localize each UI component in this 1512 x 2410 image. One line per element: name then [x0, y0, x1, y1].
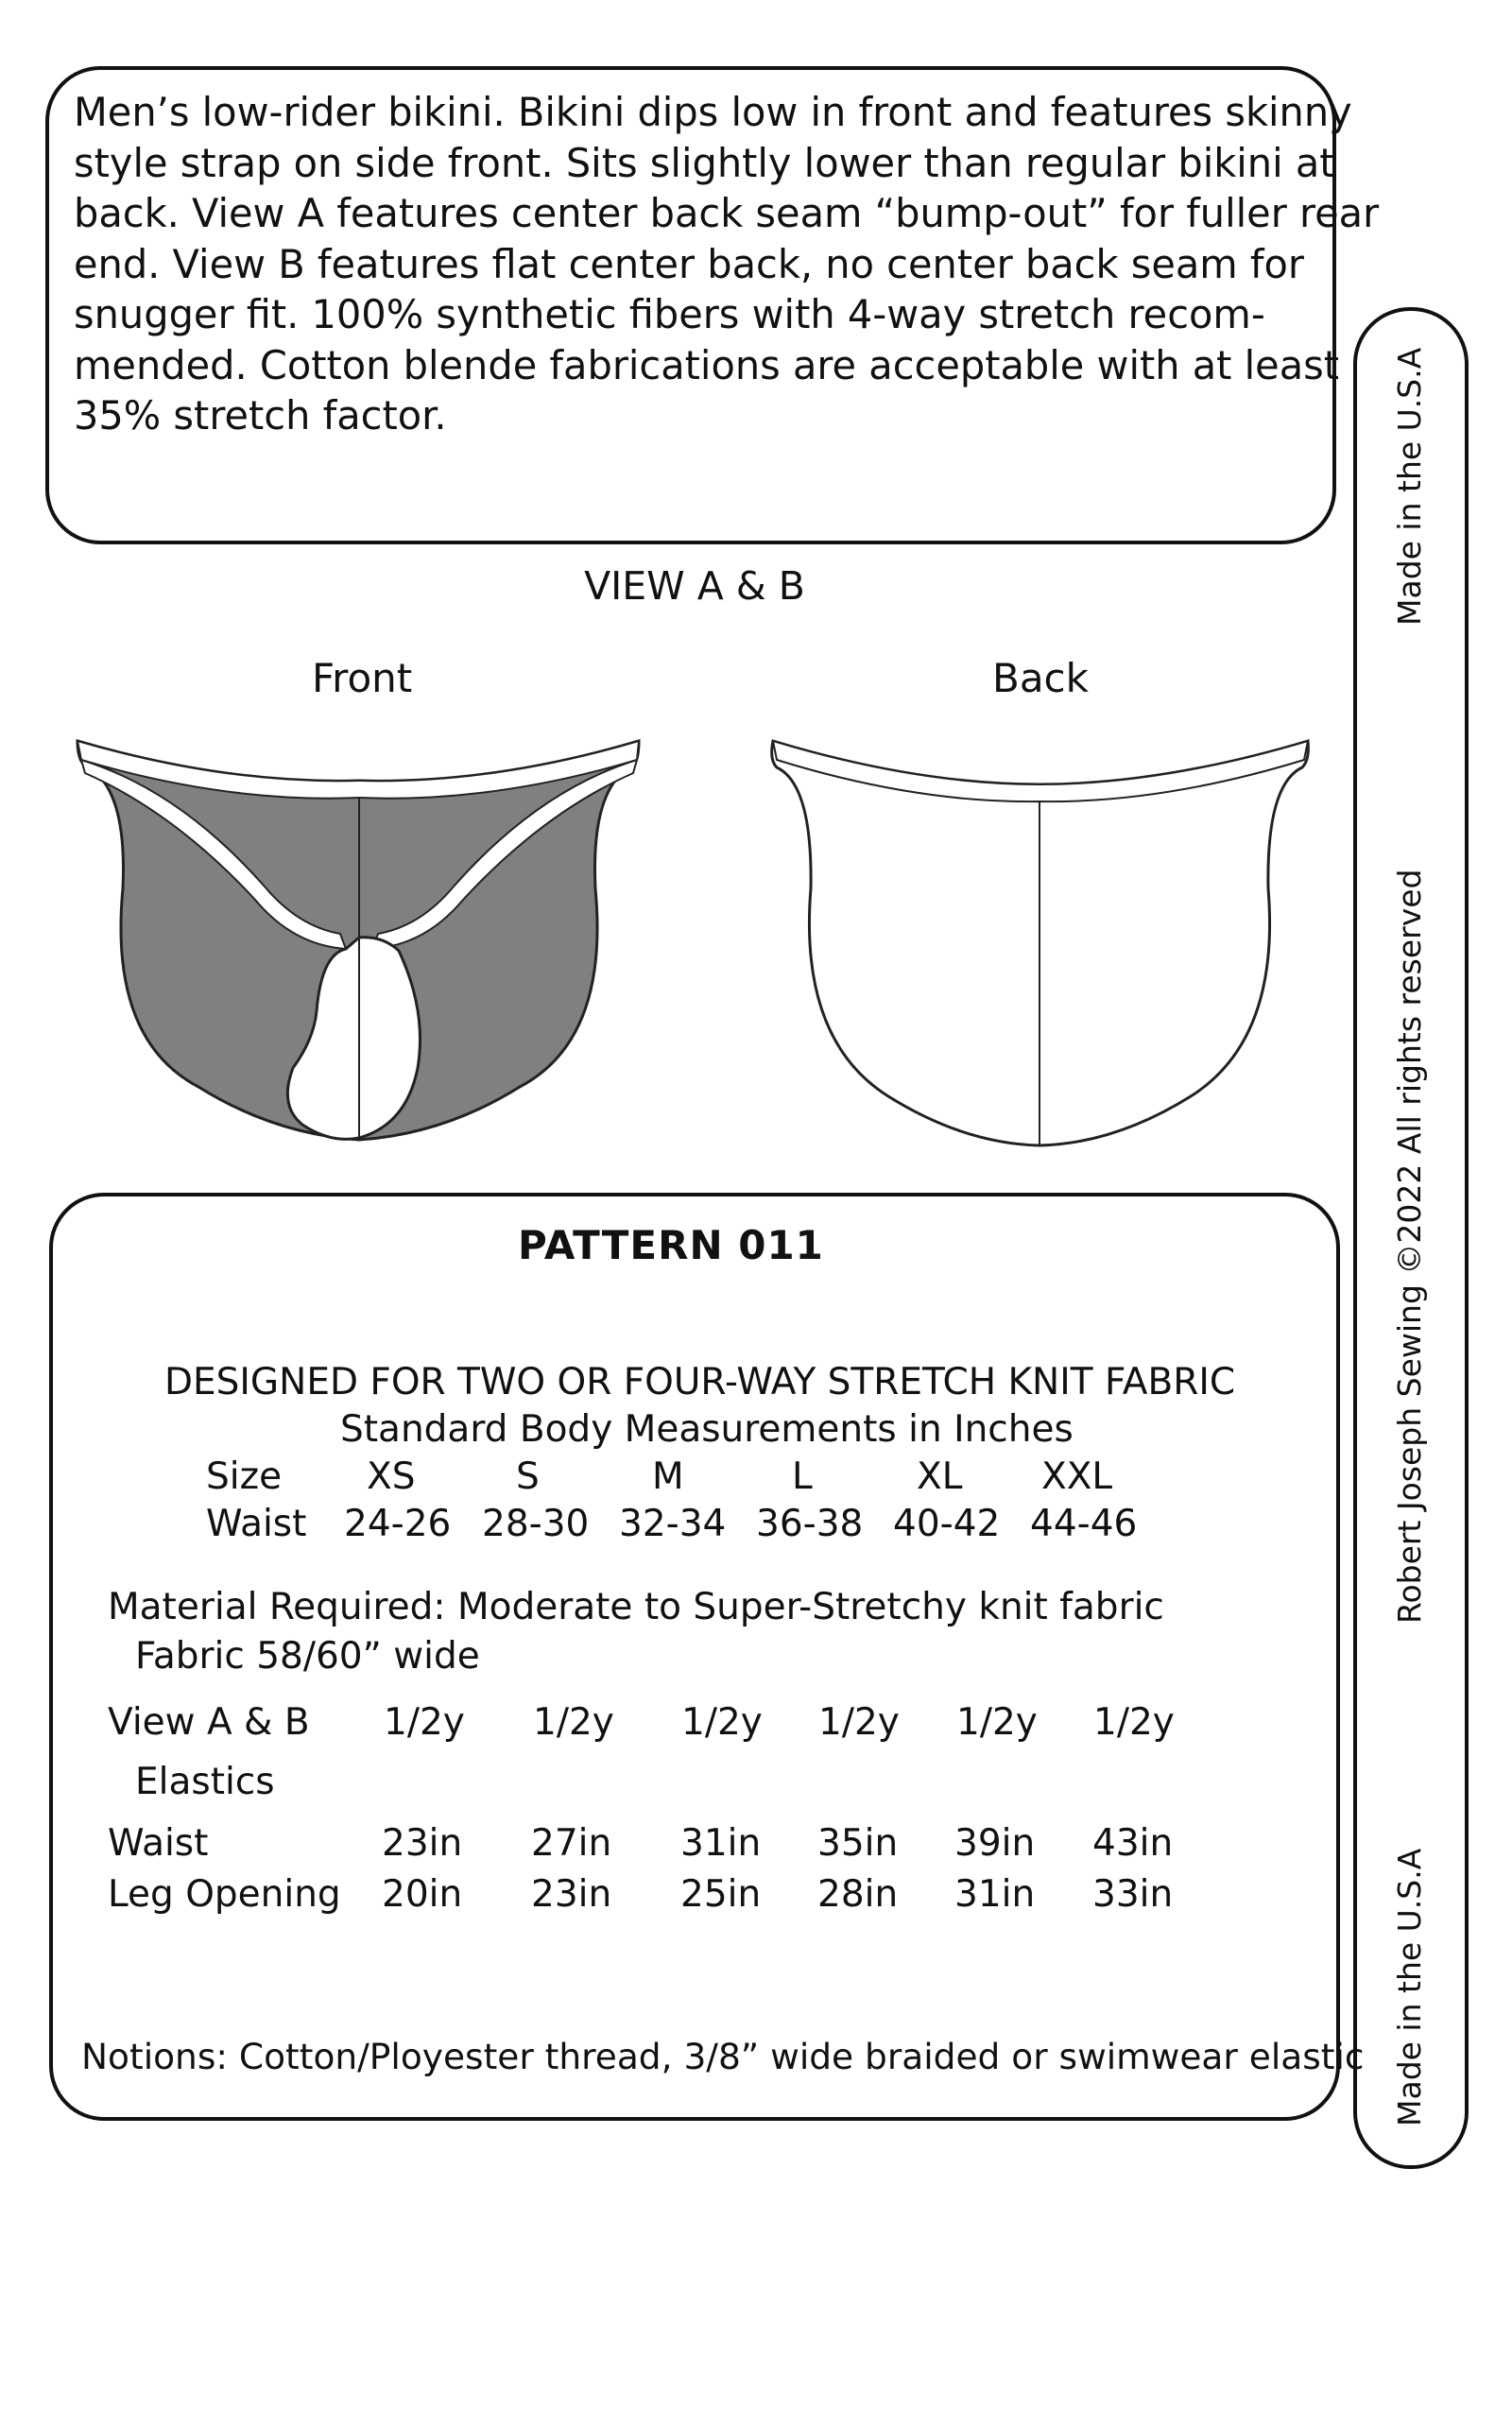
description-line: style strap on side front. Sits slightly lower than regular bikini at	[74, 139, 1335, 186]
pattern-title: PATTERN 011	[518, 1222, 824, 1268]
measurements-title: Standard Body Measurements in Inches	[340, 1408, 1074, 1451]
waist-cell: 44-46	[1030, 1503, 1138, 1545]
material-required: Material Required: Moderate to Super-Stretchy knit fabric	[108, 1586, 1164, 1628]
copyright-notice: Robert Joseph Sewing ©2022 All rights reserved	[1391, 869, 1428, 1624]
elastic-waist-label: Waist	[108, 1822, 209, 1865]
size-cell: S	[516, 1455, 540, 1498]
garment-illustration	[66, 728, 1332, 1162]
description-line: snugger fit. 100% synthetic fibers with 4-way stretch recom-	[74, 291, 1265, 337]
yardage-cell: 1/2y	[956, 1701, 1038, 1744]
front-label: Front	[312, 655, 413, 701]
leg-opening-cell: 25in	[680, 1873, 762, 1916]
back-view-drawing	[772, 741, 1309, 1145]
view-heading: VIEW A & B	[584, 563, 805, 609]
elastic-waist-cell: 27in	[531, 1822, 612, 1865]
waist-cell: 40-42	[893, 1503, 1001, 1545]
leg-opening-label: Leg Opening	[108, 1873, 341, 1916]
yardage-cell: 1/2y	[681, 1701, 763, 1744]
yardage-cell: 1/2y	[384, 1701, 465, 1744]
description-line: Men’s low-rider bikini. Bikini dips low in front and features skinny	[74, 89, 1352, 135]
waist-cell: 36-38	[756, 1503, 864, 1545]
leg-opening-cell: 28in	[817, 1873, 899, 1916]
elastic-waist-cell: 31in	[680, 1822, 762, 1865]
view-yardage-label: View A & B	[108, 1701, 310, 1744]
waist-cell: 28-30	[482, 1503, 590, 1545]
front-view-drawing	[77, 741, 639, 1140]
elastic-waist-cell: 23in	[382, 1822, 463, 1865]
elastic-waist-cell: 43in	[1092, 1822, 1174, 1865]
elastics-label: Elastics	[135, 1761, 275, 1803]
fabric-width: Fabric 58/60” wide	[135, 1635, 480, 1678]
fabric-type-line: DESIGNED FOR TWO OR FOUR-WAY STRETCH KNIT FABRIC	[164, 1361, 1236, 1403]
description-line: mended. Cotton blende fabrications are acceptable with at least	[74, 341, 1340, 388]
yardage-cell: 1/2y	[533, 1701, 614, 1744]
description-text	[74, 87, 1380, 441]
made-in-usa-bottom: Made in the U.S.A	[1391, 1848, 1428, 2126]
size-cell: L	[792, 1455, 813, 1498]
description-line: back. View A features center back seam “bump-out” for fuller rear	[74, 190, 1380, 236]
leg-opening-cell: 31in	[954, 1873, 1036, 1916]
made-in-usa-top: Made in the U.S.A	[1391, 347, 1428, 626]
size-cell: XS	[367, 1455, 416, 1498]
back-label: Back	[992, 655, 1089, 701]
yardage-cell: 1/2y	[1093, 1701, 1175, 1744]
waist-cell: 24-26	[344, 1503, 452, 1545]
leg-opening-cell: 33in	[1092, 1873, 1174, 1916]
size-cell: XXL	[1041, 1455, 1113, 1498]
leg-opening-cell: 23in	[531, 1873, 612, 1916]
yardage-cell: 1/2y	[818, 1701, 900, 1744]
size-label: Size	[206, 1455, 283, 1498]
description-line: end. View B features flat center back, no center back seam for	[74, 240, 1304, 287]
description-line: 35% stretch factor.	[74, 392, 447, 439]
size-cell: XL	[917, 1455, 963, 1498]
waist-cell: 32-34	[619, 1503, 727, 1545]
elastic-waist-cell: 39in	[954, 1822, 1036, 1865]
elastic-waist-cell: 35in	[817, 1822, 899, 1865]
waist-label: Waist	[206, 1503, 307, 1545]
notions-line: Notions: Cotton/Ployester thread, 3/8” wide braided or swimwear elastic	[81, 2036, 1365, 2077]
leg-opening-cell: 20in	[382, 1873, 463, 1916]
size-cell: M	[652, 1455, 684, 1498]
